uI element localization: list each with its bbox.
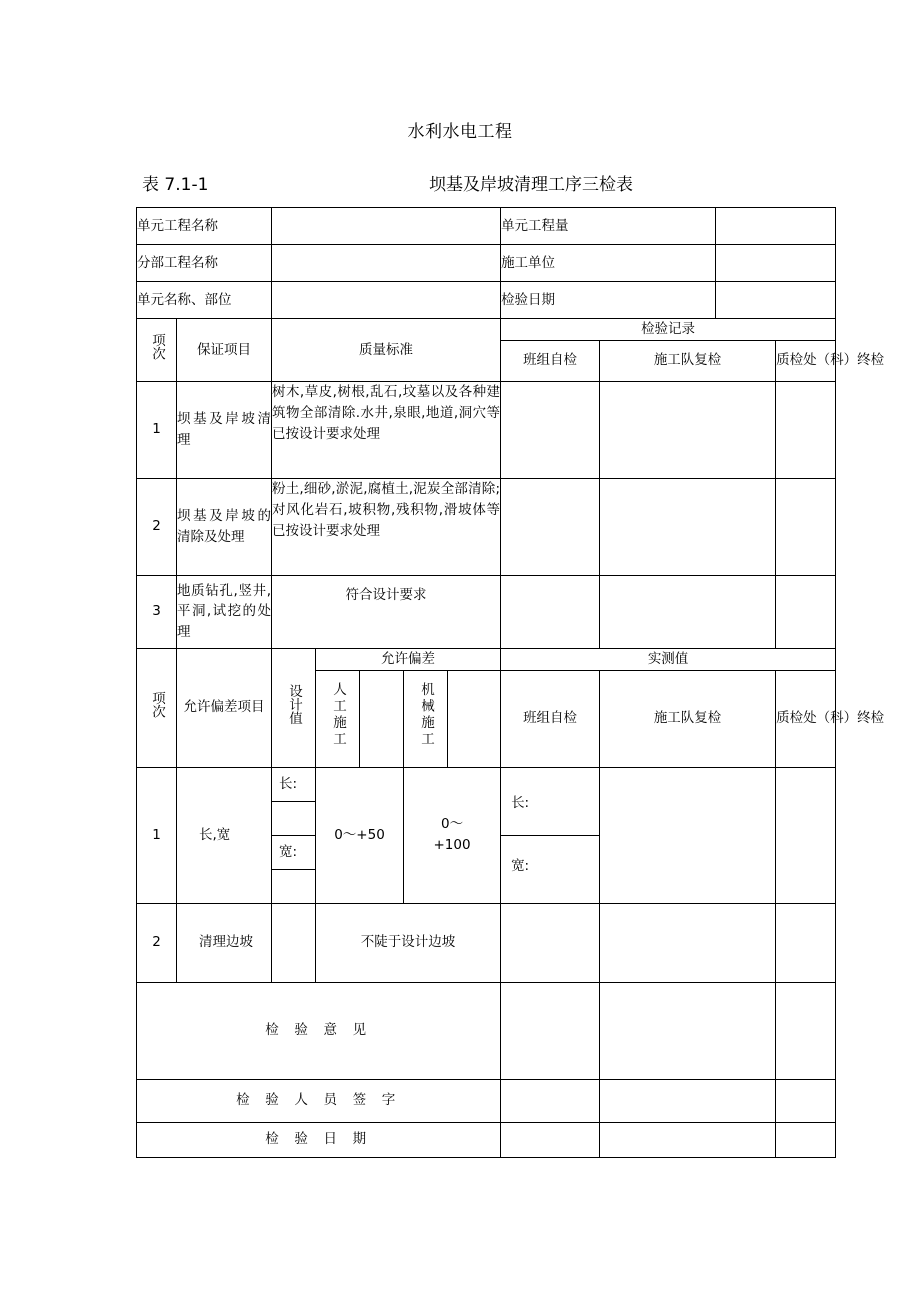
measured-length-label[interactable]: 长: xyxy=(501,773,599,836)
footer-label-inspection-opinion xyxy=(137,982,501,1079)
guarantee-team-check-value[interactable] xyxy=(600,575,776,648)
field-label-unit-quantity: 单元工程量 xyxy=(501,208,716,245)
header-team-check: 施工队复检 xyxy=(600,340,776,381)
deviation-design-subcells xyxy=(272,767,316,903)
guarantee-row xyxy=(137,575,836,648)
guarantee-header-row-top xyxy=(137,319,836,341)
deviation-row xyxy=(137,767,836,903)
guarantee-final-check-value[interactable] xyxy=(776,478,836,575)
footer-row-inspection-opinion xyxy=(137,982,836,1079)
deviation-header-manual-spacer xyxy=(360,670,404,767)
deviation-team-check-value[interactable] xyxy=(600,767,776,903)
footer-date-col1[interactable] xyxy=(501,1122,600,1157)
deviation-item-name: 长,宽 xyxy=(177,767,272,903)
header-field-row xyxy=(137,245,836,282)
footer-opinion-col1[interactable] xyxy=(501,982,600,1079)
deviation-final-check-value[interactable] xyxy=(776,903,836,982)
field-label-construction-unit: 施工单位 xyxy=(501,245,716,282)
header-guarantee-item: 保证项目 xyxy=(177,319,272,382)
guarantee-self-check-value[interactable] xyxy=(501,478,600,575)
footer-signature-col3[interactable] xyxy=(776,1079,836,1122)
deviation-allow-machine-value xyxy=(404,767,501,903)
field-value-inspection-date[interactable] xyxy=(716,282,836,319)
guarantee-standard-text: 树木,草皮,树根,乱石,坟墓以及各种建筑物全部清除.水井,泉眼,地道,洞穴等已按设计要求处理 xyxy=(272,381,501,478)
guarantee-row xyxy=(137,381,836,478)
design-sub-table xyxy=(272,768,315,903)
guarantee-self-check-value[interactable] xyxy=(501,575,600,648)
deviation-header-self-check: 班组自检 xyxy=(501,670,600,767)
guarantee-self-check-value[interactable] xyxy=(501,381,600,478)
guarantee-item-name: 坝基及岸坡的清除及处理 xyxy=(177,478,272,575)
guarantee-final-check-value[interactable] xyxy=(776,575,836,648)
deviation-header-allow-group: 允许偏差 xyxy=(316,648,501,670)
footer-label-inspector-signature-text: 检 验 人 员 签 字 xyxy=(236,1092,401,1109)
deviation-header-design-value-label: 设计值 xyxy=(285,684,302,725)
deviation-item-name: 清理边坡 xyxy=(177,903,272,982)
guarantee-item-name: 地质钻孔,竖井,平洞,试挖的处理 xyxy=(177,575,272,648)
allow-machine-line2: +100 xyxy=(433,837,471,854)
deviation-self-check-value[interactable] xyxy=(501,903,600,982)
deviation-header-row-top xyxy=(137,648,836,670)
header-index xyxy=(137,319,177,382)
design-length-label: 长: xyxy=(272,768,315,802)
header-inspection-record-group: 检验记录 xyxy=(501,319,836,341)
footer-label-inspection-opinion-text: 检 验 意 见 xyxy=(265,1022,372,1039)
form-name: 坝基及岸坡清理工序三检表 xyxy=(429,175,633,195)
deviation-header-machine-construction-label: 机械施工 xyxy=(417,682,434,749)
field-label-unit-project-name: 单元工程名称 xyxy=(137,208,272,245)
field-value-construction-unit[interactable] xyxy=(716,245,836,282)
measured-width-label[interactable]: 宽: xyxy=(511,858,530,875)
guarantee-final-check-value[interactable] xyxy=(776,381,836,478)
footer-opinion-col3[interactable] xyxy=(776,982,836,1079)
header-quality-standard: 质量标准 xyxy=(272,319,501,382)
field-value-unit-name-location[interactable] xyxy=(272,282,501,319)
subtitle-row xyxy=(136,170,836,194)
guarantee-team-check-value[interactable] xyxy=(600,478,776,575)
deviation-measured-self-subcells xyxy=(501,767,600,903)
deviation-header-machine-construction xyxy=(404,670,448,767)
deviation-final-check-value[interactable] xyxy=(776,767,836,903)
deviation-header-final-check: 质检处（科）终检 xyxy=(776,670,836,767)
design-width-value[interactable] xyxy=(272,869,315,903)
field-value-division-project-name[interactable] xyxy=(272,245,501,282)
header-self-check: 班组自检 xyxy=(501,340,600,381)
footer-signature-col2[interactable] xyxy=(600,1079,776,1122)
footer-opinion-col2[interactable] xyxy=(600,982,776,1079)
row-number: 1 xyxy=(137,381,177,478)
field-value-unit-project-name[interactable] xyxy=(272,208,501,245)
deviation-header-design-value xyxy=(272,648,316,767)
row-number: 2 xyxy=(137,478,177,575)
allow-machine-line1: 0～ xyxy=(440,816,464,833)
guarantee-item-name: 坝基及岸坡清理 xyxy=(177,381,272,478)
footer-date-col3[interactable] xyxy=(776,1122,836,1157)
field-label-inspection-date: 检验日期 xyxy=(501,282,716,319)
design-length-value[interactable] xyxy=(272,801,315,835)
guarantee-team-check-value[interactable] xyxy=(600,381,776,478)
footer-label-inspector-signature xyxy=(137,1079,501,1122)
footer-label-inspection-date-text: 检 验 日 期 xyxy=(265,1131,372,1148)
field-label-division-project-name: 分部工程名称 xyxy=(137,245,272,282)
deviation-header-manual-construction xyxy=(316,670,360,767)
guarantee-row xyxy=(137,478,836,575)
deviation-header-measured-group: 实测值 xyxy=(501,648,836,670)
footer-date-col2[interactable] xyxy=(600,1122,776,1157)
field-value-unit-quantity[interactable] xyxy=(716,208,836,245)
deviation-team-check-value[interactable] xyxy=(600,903,776,982)
header-final-check: 质检处（科）终检 xyxy=(776,340,836,381)
footer-row-inspection-date xyxy=(137,1122,836,1157)
header-field-row xyxy=(137,208,836,245)
deviation-row-number: 2 xyxy=(137,903,177,982)
deviation-row xyxy=(137,903,836,982)
row-number: 3 xyxy=(137,575,177,648)
deviation-header-index xyxy=(137,648,177,767)
deviation-row-number: 1 xyxy=(137,767,177,903)
table-number: 表 7.1-1 xyxy=(142,175,209,195)
deviation-header-index-label: 项次 xyxy=(148,690,165,718)
footer-row-inspector-signature xyxy=(137,1079,836,1122)
deviation-header-item: 允许偏差项目 xyxy=(177,648,272,767)
footer-label-inspection-date xyxy=(137,1122,501,1157)
deviation-allow-manual-value: 0～+50 xyxy=(316,767,404,903)
header-index-label: 项次 xyxy=(148,333,165,360)
document-title: 水利水电工程 xyxy=(407,122,513,142)
footer-signature-col1[interactable] xyxy=(501,1079,600,1122)
guarantee-standard-text: 粉土,细砂,淤泥,腐植土,泥炭全部清除;对风化岩石,坡积物,残积物,滑坡体等已按设计要求处理 xyxy=(272,478,501,575)
inspection-form-table xyxy=(136,207,885,1158)
deviation-standard-text: 不陡于设计边坡 xyxy=(316,903,501,982)
measured-self-sub-table xyxy=(501,773,599,898)
header-field-row xyxy=(137,282,836,319)
deviation-header-manual-construction-label: 人工施工 xyxy=(329,682,346,749)
field-label-unit-name-location: 单元名称、部位 xyxy=(137,282,272,319)
deviation-header-team-check: 施工队复检 xyxy=(600,670,776,767)
deviation-design-value[interactable] xyxy=(272,903,316,982)
deviation-header-machine-spacer xyxy=(448,670,501,767)
guarantee-standard-text: 符合设计要求 xyxy=(272,575,501,648)
design-width-label: 宽: xyxy=(272,835,315,869)
